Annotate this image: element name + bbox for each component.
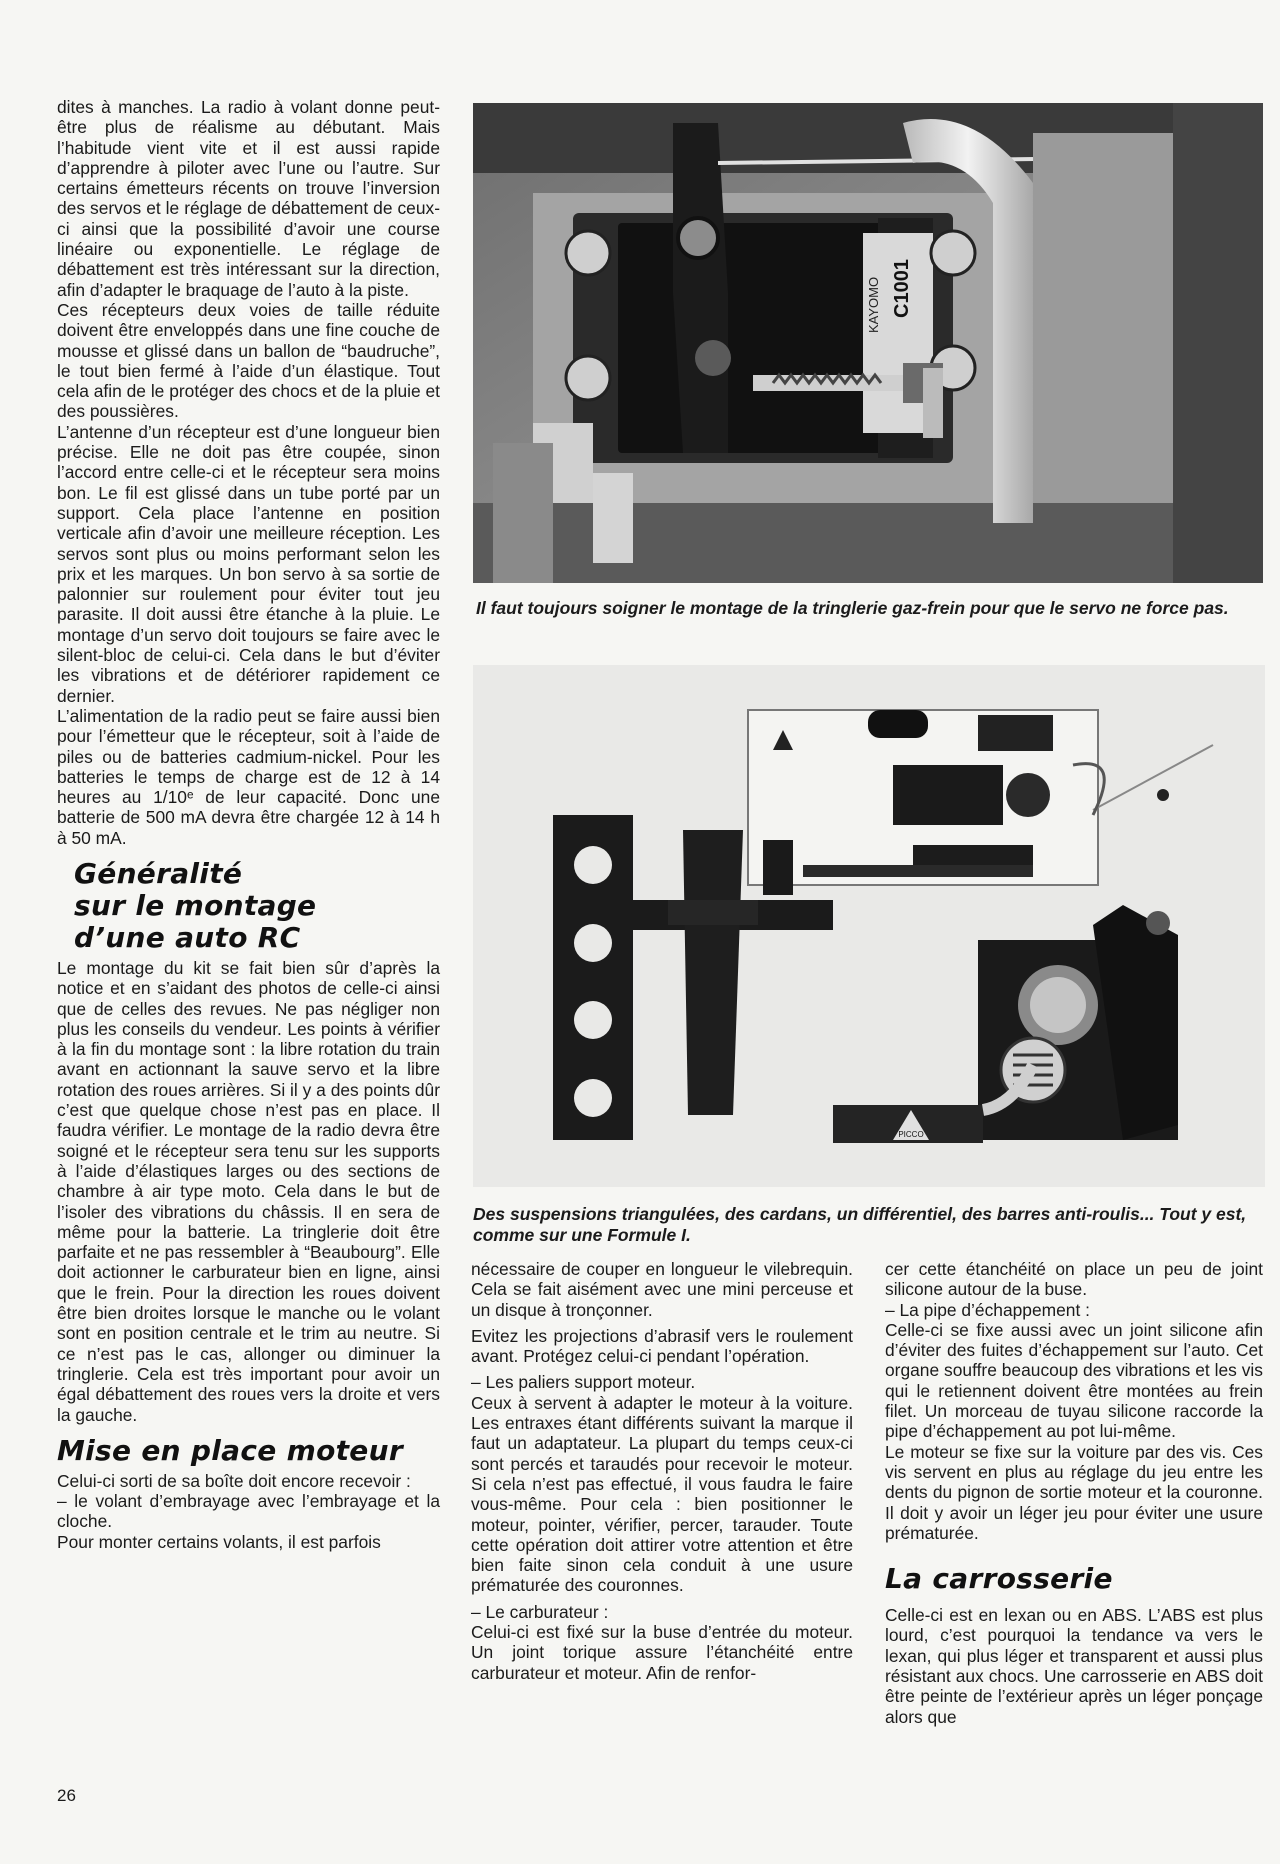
section-heading-moteur: Mise en place moteur — [57, 1433, 403, 1467]
servo-photo-illustration — [473, 103, 1263, 583]
paragraph: nécessaire de couper en longueur le vilebrequin. Cela se fait aisément avec une mini perceuse et un disque à tronçonner. — [471, 1259, 853, 1320]
column-2 — [471, 1259, 853, 1683]
paragraph: – Le carburateur : — [471, 1601, 609, 1622]
paragraph: – La pipe d’échappement : — [885, 1299, 1090, 1320]
page-number: 26 — [57, 1786, 76, 1805]
heading-line: Généralité — [74, 856, 243, 890]
photo-chassis — [473, 665, 1265, 1187]
paragraph: Celui-ci est fixé sur la buse d’entrée du moteur. Un joint torique assure l’étanchéité entre carburateur et moteur. Afin de renfor- — [471, 1622, 853, 1683]
photo-servo-linkage — [473, 103, 1263, 583]
paragraph: L’antenne d’un récepteur est d’une longueur bien précise. Elle ne doit pas être coupée, sinon l’accord entre celle-ci et le récepteur sera moins bon. Le fil est glissé dans un tube porté par un support. Cela place l’antenne en position verticale afin d’avoir une meilleure réception. Les servos sont plus ou moins performant selon les prix et les marques. Un bon servo à sa sortie de palonnier sur roulement pour éviter tout jeu parasite. Il doit aussi être étanche à la pluie. Le montage d’un servo doit toujours se faire avec le silent-bloc de celui-ci. Cela dans le but d’éviter les vibrations et de détériorer rapidement ce dernier. — [57, 421, 440, 706]
paragraph: Celle-ci se fixe aussi avec un joint silicone afin d’éviter des fuites d’échappement sur l’auto. Cet organe souffre beaucoup des vibrations et les vis qui le retiennent doivent être montées au frein filet. Un morceau de tuyau silicone raccorde la pipe d’échappement au pot lui-même. — [885, 1319, 1263, 1442]
paragraph: Le moteur se fixe sur la voiture par des vis. Ces vis servent en plus au réglage du jeu entre les dents du pignon de sortie moteur et la couronne. Il doit y avoir un léger jeu pour éviter une usure prématurée. — [885, 1441, 1263, 1543]
photo-caption-chassis: Des suspensions triangulées, des cardans, un différentiel, des barres anti-roulis... Tout y est, comme sur une Formule I. — [473, 1204, 1247, 1245]
paragraph: – le volant d’embrayage avec l’embrayage et la cloche. — [57, 1491, 440, 1532]
picco-decal: PICCO — [898, 1130, 924, 1139]
paragraph: Evitez les projections d’abrasif vers le roulement avant. Protégez celui-ci pendant l’opération. — [471, 1325, 853, 1367]
section-heading-montage — [57, 858, 440, 954]
paragraph: Ces récepteurs deux voies de taille réduite doivent être enveloppés dans une fine couche de mousse et glissé dans un ballon de “baudruche”, le tout bien fermé à l’aide d’un élastique. Tout cela afin de le protéger des chocs et de la pluie et des poussières. — [57, 299, 440, 422]
column-3 — [885, 1259, 1263, 1727]
paragraph: L’alimentation de la radio peut se faire aussi bien pour l’émetteur que le récepteur, soit à l’aide de piles ou de batteries cadmium-nickel. Pour les batteries le temps de charge est de 12 à 14 heures au 1/10ᵉ de leur capacité. Donc une batterie de 500 mA devra être chargée 12 à 14 h à 50 mA. — [57, 705, 440, 848]
paragraph: Ceux à servent à adapter le moteur à la voiture. Les entraxes étant différents suivant la marque il faut un adaptateur. La plupart du temps ceux-ci sont percés et taraudés pour recevoir le moteur. Si cela n’est pas effectué, il vous faudra le faire vous-même. Pour cela : bien positionner le moteur, pointer, vérifier, percer, tarauder. Toute cette opération doit attirer votre attention et être bien faite sinon cela conduit à une usure prématurée des couronnes. — [471, 1392, 853, 1596]
heading-line: sur le montage — [74, 888, 317, 922]
paragraph: Celle-ci est en lexan ou en ABS. L’ABS est plus lourd, c’est pourquoi la tendance va vers le lexan, qui plus léger et transparent et aussi plus résistant aux chocs. Une carrosserie en ABS doit être peinte de l’extérieur après un léger ponçage alors que — [885, 1605, 1263, 1727]
paragraph: cer cette étanchéité on place un peu de joint silicone autour de la buse. — [885, 1259, 1263, 1300]
column-1 — [57, 97, 440, 1552]
servo-label-model: C1001 — [891, 259, 913, 318]
paragraph: Le montage du kit se fait bien sûr d’après la notice et en s’aidant des photos de celle-ci ainsi que de celles des revues. Ne pas négliger non plus les conseils du vendeur. Les points à vérifier à la fin du montage sont : la libre rotation du train avant en actionnant la sauve servo et la libre rotation des roues arrières. Si il y a des points dûr c’est que quelque chose n’est pas en place. Il faudra vérifier. Le montage de la radio devra être soigné et le récepteur sera tenu sur les supports à l’aide d’élastiques larges ou des sections de chambre à air type moto. Cela dans le but de l’isoler des vibrations du châssis. Il en sera de même pour la batterie. La tringlerie doit être parfaite et ne pas ressembler à “Beaubourg”. Elle doit actionner le carburateur bien en ligne, ainsi que le frein. Pour la direction les roues doivent être bien droites lorsque le manche ou le volant sont en position centrale et le trim au neutre. Si ce n’est pas le cas, allonger ou diminuer la tringlerie. Cela est très important pour avoir un égal débattement des roues vers la droite et vers la gauche. — [57, 957, 440, 1425]
servo-label-brand: KAYOMO — [866, 276, 881, 333]
paragraph: Pour monter certains volants, il est parfois — [57, 1531, 381, 1552]
photo-caption-servo: Il faut toujours soigner le montage de la tringlerie gaz-frein pour que le servo ne force pas. — [476, 598, 1229, 618]
paragraph: dites à manches. La radio à volant donne peut-être plus de réalisme au débutant. Mais l’habitude vient vite et il est aussi rapide d’apprendre à piloter avec l’une ou l’autre. Sur certains émetteurs récents on trouve l’inversion des servos et le réglage de débattement de ceux-ci ainsi que la possibilité d’avoir une course linéaire ou exponentielle. Le réglage de débattement est très intéressant sur la direction, afin d’adapter le braquage de l’auto à la piste. — [57, 97, 440, 300]
paragraph: Celui-ci sorti de sa boîte doit encore recevoir : — [57, 1470, 411, 1491]
section-heading-carrosserie: La carrosserie — [885, 1562, 1113, 1596]
heading-line: d’une auto RC — [74, 920, 301, 954]
chassis-photo-illustration — [473, 665, 1265, 1187]
paragraph: – Les paliers support moteur. — [471, 1372, 696, 1393]
